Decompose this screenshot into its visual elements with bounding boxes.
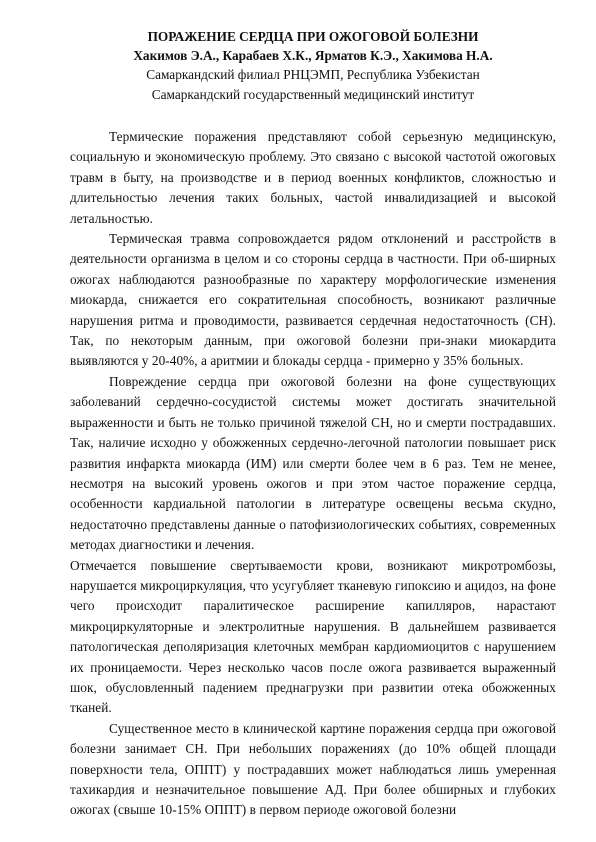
paragraph: Повреждение сердца при ожоговой болезни на фоне существующих заболеваний сердечно-сосудистой системы может достигать значительной выраженности и быть не только причиной тяжелой СН, но и смерти пострадавших. Так, наличие исходно у обожженных сердечно-легочной патологии повышает риск развития инфаркта миокарда (ИМ) или смерти более чем в 6 раз. Тем не менее, несмотря на высокий уровень ожогов и при этом частое поражение сердца, особенности кардиальной патологии в литературе освещены весьма скудно, недостаточно представлены данные о патофизиологических событиях, современных методах диагностики и лечения. bbox=[70, 373, 556, 553]
paragraph: Термическая травма сопровождается рядом отклонений и расстройств в деятельности организма в целом и со стороны сердца в частности. При об-ширных ожогах наблюдаются разнообразные по характеру морфологические изменения миокарда, снижается его сократительная способность, возникают различные нарушения ритма и проводимости, развивается сердечная недостаточность (СН). Так, по некоторым данным, при ожоговой болезни при-знаки миокардита выявляются у 20-40%, а аритмии и блокады сердца - примерно у 35% больных. bbox=[70, 231, 556, 369]
paragraph: Существенное место в клинической картине поражения сердца при ожоговой болезни занимает СН. При небольших поражениях (до 10% общей площади поверхности тела, ОППТ) у пострадавших может наблюдаться лишь умеренная тахикардия и незначительное повышение АД. При более обширных и глубоких ожогах (свыше 10-15% ОППТ) в первом периоде ожоговой болезни bbox=[70, 720, 556, 818]
paper-title: ПОРАЖЕНИЕ СЕРДЦА ПРИ ОЖОГОВОЙ БОЛЕЗНИ bbox=[147, 29, 479, 44]
body-text bbox=[70, 127, 556, 821]
affiliation-line: Самаркандский филиал РНЦЭМП, Республика Узбекистан bbox=[146, 67, 480, 82]
affiliation-line: Самаркандский государственный медицинский институт bbox=[151, 87, 475, 102]
paragraph: Отмечается повышение свертываемости крови, возникают микротромбозы, нарушается микроциркуляция, что усугубляет тканевую гипоксию и ацидоз, на фоне чего происходит паралитическое расширение капилляров, нарастают микроциркуляторные и электролитные нарушения. В дальнейшем развивается патологическая деполяризация клеточных мембран кардиомиоцитов с нарушением их проницаемости. Через несколько часов после ожога развивается выраженный шок, обусловленный падением преднагрузки при развитии отека обожженных тканей. bbox=[70, 557, 556, 716]
paragraph: Термические поражения представляют собой серьезную медицинскую, социальную и экономическую проблему. Это связано с высокой частотой ожоговых травм в быту, на производстве и в период военных конфликтов, сложностью и длительностью лечения таких больных, частой инвалидизацией и высокой летальностью. bbox=[70, 129, 556, 226]
document-page bbox=[70, 28, 556, 821]
paper-authors: Хакимов Э.А., Карабаев Х.К., Ярматов К.Э., Хакимова Н.А. bbox=[133, 48, 493, 63]
